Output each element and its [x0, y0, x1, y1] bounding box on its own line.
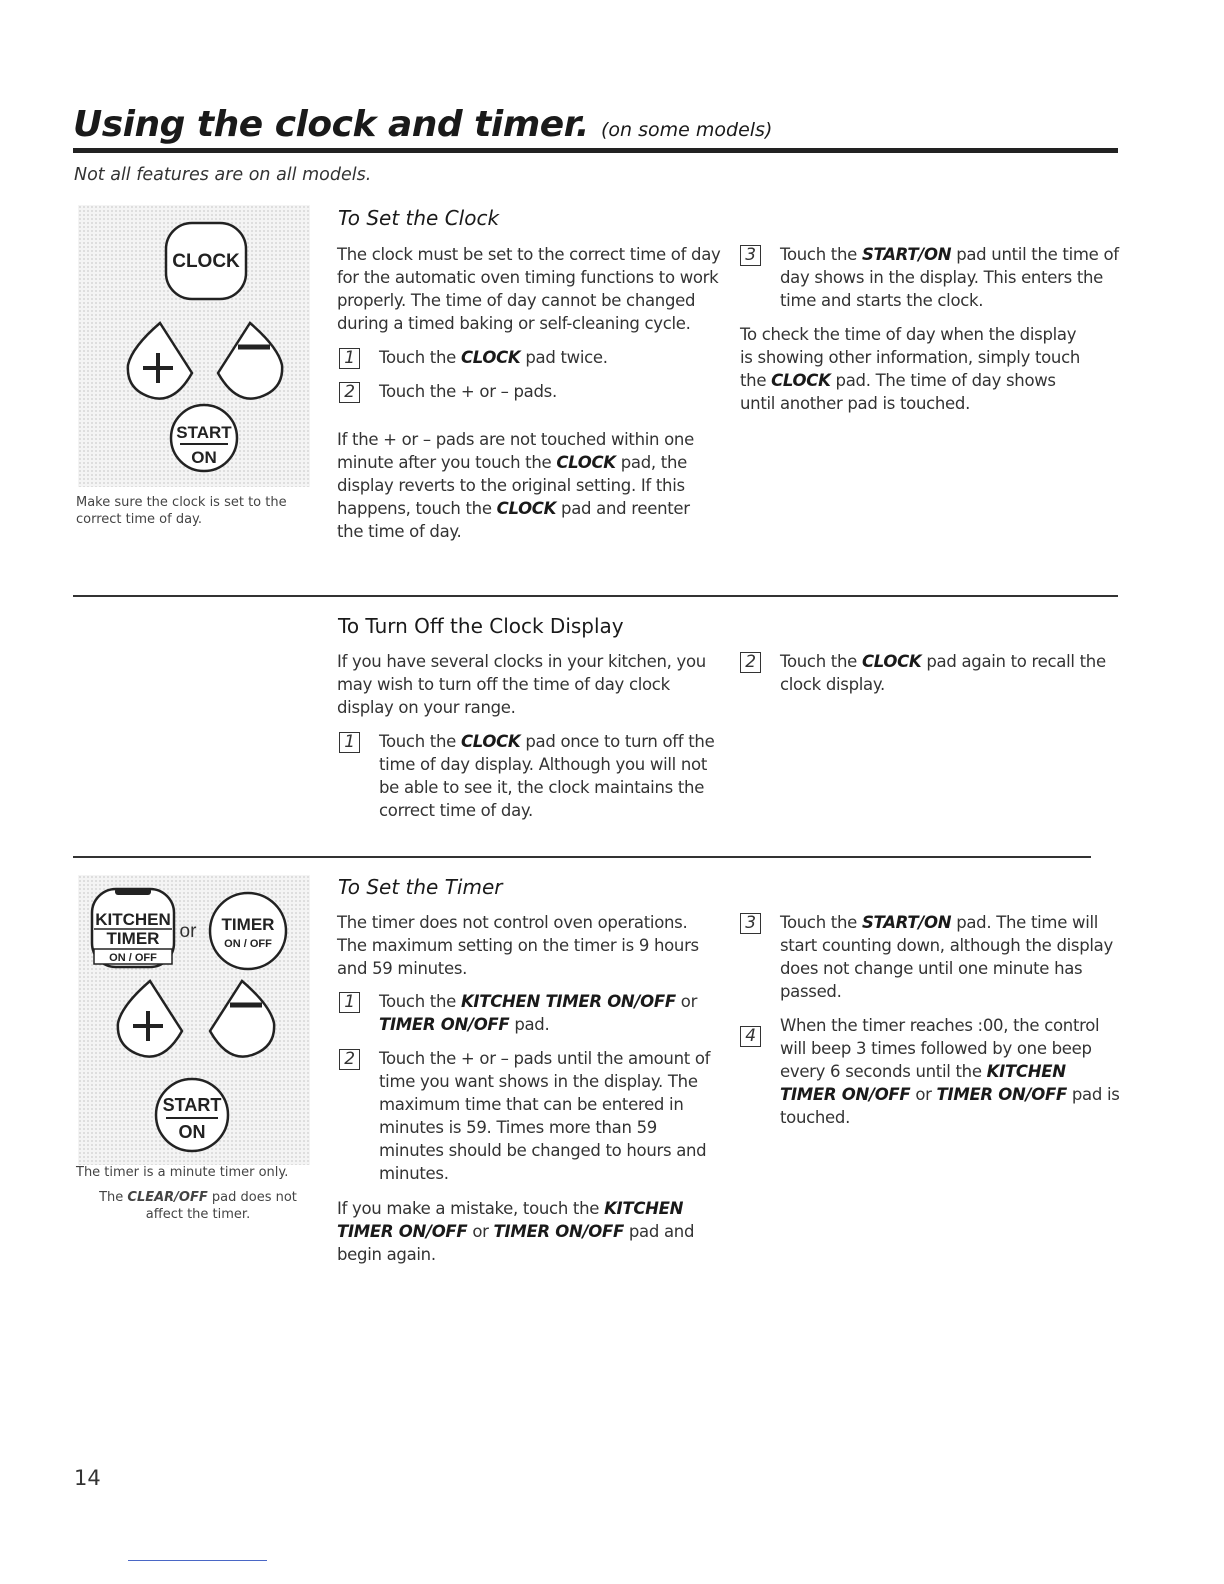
timer-caption-2: The CLEAR/OFF pad does not affect the timer. [99, 1190, 297, 1222]
title-note: (on some models) [601, 119, 773, 141]
timer-pad-label: TIMER [221, 915, 275, 934]
header-rule [73, 148, 1118, 153]
step-number: 2 [339, 1049, 360, 1070]
step-number: 1 [339, 348, 360, 369]
clock-pad-ref: CLOCK [460, 348, 521, 367]
set-timer-mistake-note: If you make a mistake, touch the KITCHEN TIMER ON/OFF or TIMER ON/OFF pad and begin again. [337, 1199, 695, 1264]
set-clock-revert-note: If the + or – pads are not touched within one minute after you touch the CLOCK pad, the display reverts to the original setting. If this happens, touch the CLOCK pad and reenter the time of day. [337, 430, 694, 541]
set-clock-intro: The clock must be set to the correct time of day for the automatic oven timing functions to work properly. The time of day cannot be changed during a timed baking or self-cleaning cycle. [337, 245, 721, 333]
step-number: 1 [339, 992, 360, 1013]
step-number: 3 [740, 245, 761, 266]
kitchen-timer-label: TIMER [106, 929, 160, 948]
timer-caption-1: The timer is a minute timer only. [76, 1165, 289, 1180]
timer-pad-illustration [78, 875, 310, 1165]
page-subtitle: Not all features are on all models. [74, 165, 372, 185]
start-on-pad-ref: START/ON [861, 245, 952, 264]
set-timer-step-3: 3 Touch the START/ON pad. The time will start counting down, although the display does not change until one minute has passed. [740, 911, 1120, 1003]
step-number: 2 [740, 652, 761, 673]
kitchen-onoff-label: ON / OFF [109, 952, 157, 964]
step-number: 2 [339, 382, 360, 403]
set-clock-step-1: 1 Touch the CLOCK pad twice. [339, 346, 724, 369]
start-pad-label: START [162, 1095, 222, 1115]
kitchen-pad-label: KITCHEN [95, 910, 171, 929]
section-divider-1 [73, 595, 1118, 597]
clock-pad-label: CLOCK [172, 251, 240, 272]
turn-off-display-heading: To Turn Off the Clock Display [338, 614, 624, 638]
clock-caption: Make sure the clock is set to the correct time of day. [76, 495, 287, 527]
turn-off-step-1: 1 Touch the CLOCK pad once to turn off the time of day display. Although you will not be able to see it, the clock maintains the correct time of day. [339, 730, 719, 822]
set-timer-step-1: 1 Touch the KITCHEN TIMER ON/OFF or TIMER ON/OFF pad. [339, 990, 724, 1036]
turn-off-step-2: 2 Touch the CLOCK pad again to recall the clock display. [740, 650, 1120, 696]
set-timer-heading: To Set the Timer [338, 875, 503, 899]
minus-pad-shape [210, 981, 274, 1057]
set-clock-step-3: 3 Touch the START/ON pad until the time of day shows in the display. This enters the time and starts the clock. [740, 243, 1120, 312]
start-pad-label: START [176, 423, 232, 442]
section-divider-2 [73, 856, 1091, 858]
set-clock-heading: To Set the Clock [338, 206, 500, 230]
set-timer-step-4: 4 When the timer reaches :00, the control will beep 3 times followed by one beep every 6 seconds until the KITCHEN TIMER ON/OFF or TIMER ON/OFF pad is touched. [740, 1014, 1120, 1129]
footer-line [128, 1560, 267, 1561]
or-label: or [179, 921, 197, 942]
step-number: 1 [339, 732, 360, 753]
on-pad-label: ON [178, 1122, 206, 1142]
page-title: Using the clock and timer. (on some models) [73, 104, 773, 145]
timer-onoff-label: ON / OFF [224, 938, 272, 950]
set-clock-step-2: 2 Touch the + or – pads. [339, 380, 724, 403]
set-timer-step-2: 2 Touch the + or – pads until the amount of time you want shows in the display. The maximum time that can be entered in minutes is 59. Times more than 59 minutes should be changed to hours and minutes. [339, 1047, 711, 1185]
timer-pads-svg [78, 875, 310, 1165]
on-pad-label: ON [191, 448, 217, 467]
check-time-note: To check the time of day when the display is showing other information, simply touch the CLOCK pad. The time of day shows until another pad is touched. [740, 325, 1081, 413]
clock-pads-svg [78, 205, 310, 487]
page-number: 14 [74, 1466, 101, 1490]
turn-off-display-intro: If you have several clocks in your kitchen, you may wish to turn off the time of day clock display on your range. [337, 652, 706, 717]
step-number: 4 [740, 1026, 761, 1047]
step-number: 3 [740, 913, 761, 934]
set-timer-intro: The timer does not control oven operations. The maximum setting on the timer is 9 hours and 59 minutes. [337, 913, 699, 978]
clock-pad-illustration [78, 205, 310, 487]
minus-pad-shape [218, 323, 282, 399]
